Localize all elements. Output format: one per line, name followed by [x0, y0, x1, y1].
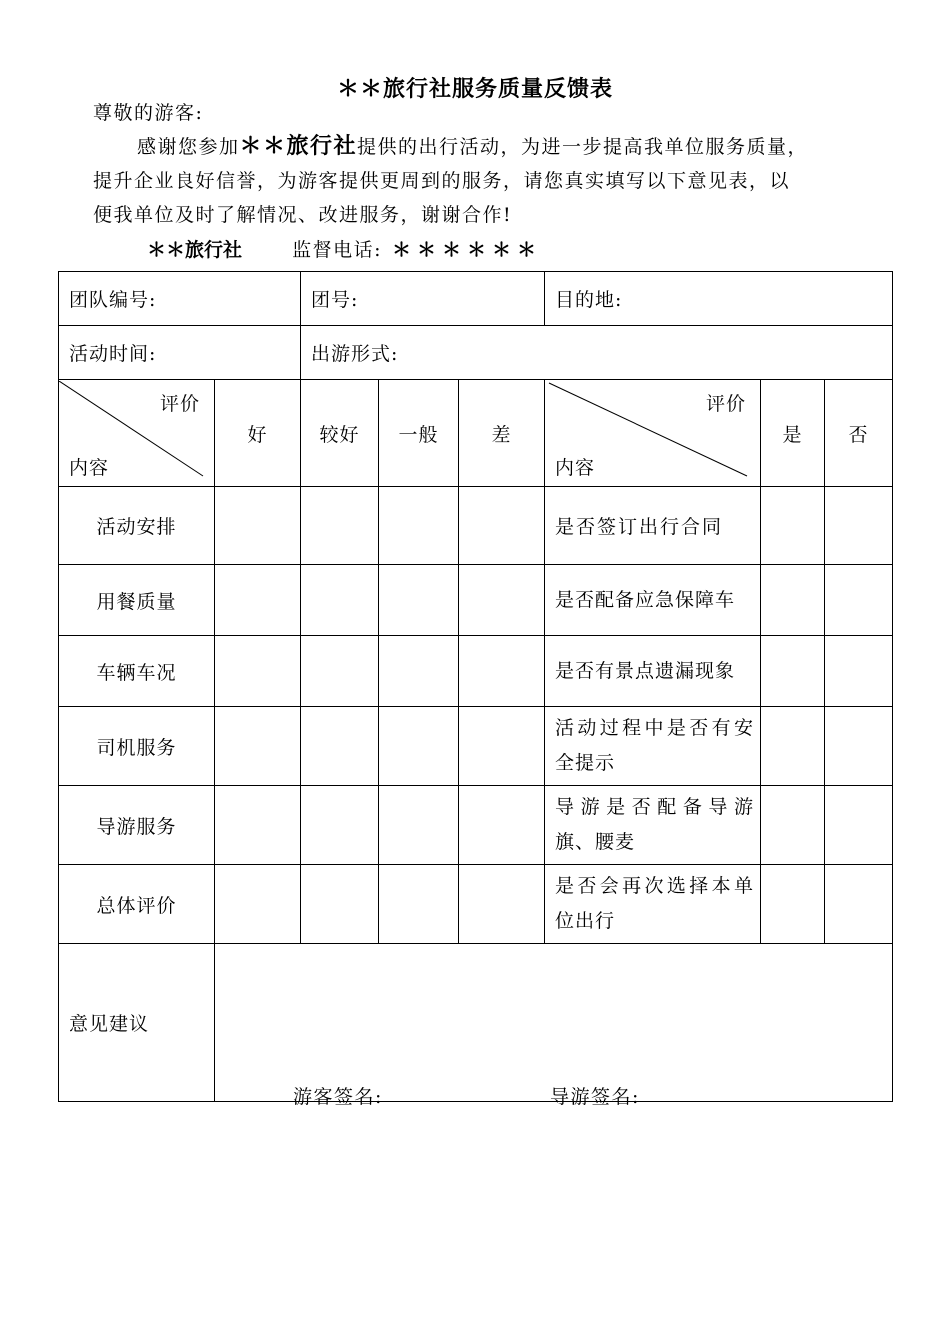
header-rating-good: 好	[215, 380, 301, 487]
rating-cell-good[interactable]	[215, 487, 301, 565]
table-row	[59, 487, 893, 565]
intro-line-1-post: 提供的出行活动，为进一步提高我单位服务质量，	[357, 136, 809, 158]
header-diagonal-cell-left	[59, 380, 215, 487]
feedback-form-table	[58, 271, 893, 1102]
tourist-signature-label: 游客签名:	[293, 1086, 383, 1108]
intro-line-1-pre: 感谢您参加	[137, 136, 240, 158]
rating-cell-good[interactable]	[215, 786, 301, 865]
answer-cell-yes[interactable]	[761, 636, 825, 707]
team-number-field[interactable]	[59, 272, 301, 326]
info-row-1	[59, 272, 893, 326]
row-item-label: 司机服务	[59, 707, 215, 786]
suggestion-label: 意见建议	[59, 944, 215, 1102]
rating-cell-fairly-good[interactable]	[301, 565, 379, 636]
answer-cell-yes[interactable]	[761, 487, 825, 565]
rating-cell-poor[interactable]	[459, 487, 545, 565]
table-row	[59, 565, 893, 636]
travel-mode-label: 出游形式:	[311, 343, 399, 365]
row-item-label: 导游服务	[59, 786, 215, 865]
rating-cell-good[interactable]	[215, 636, 301, 707]
destination-field[interactable]	[545, 272, 893, 326]
answer-cell-yes[interactable]	[761, 786, 825, 865]
group-number-label: 团号:	[311, 289, 359, 311]
rating-cell-fairly-good[interactable]	[301, 487, 379, 565]
rating-cell-poor[interactable]	[459, 865, 545, 944]
rating-cell-good[interactable]	[215, 865, 301, 944]
row-question: 活动过程中是否有安全提示	[545, 707, 761, 786]
rating-cell-average[interactable]	[379, 636, 459, 707]
info-row-2	[59, 326, 893, 380]
intro-line-3: 便我单位及时了解情况、改进服务，谢谢合作!	[93, 204, 513, 226]
suggestion-input-area[interactable]	[215, 944, 893, 1102]
group-number-field[interactable]	[301, 272, 545, 326]
answer-cell-no[interactable]	[825, 707, 893, 786]
row-question: 导游是否配备导游旗、腰麦	[545, 786, 761, 865]
table-row	[59, 786, 893, 865]
table-row	[59, 707, 893, 786]
answer-cell-yes[interactable]	[761, 565, 825, 636]
row-question: 是否会再次选择本单位出行	[545, 865, 761, 944]
rating-cell-fairly-good[interactable]	[301, 865, 379, 944]
phone-value: ＊＊＊＊＊＊	[392, 239, 543, 261]
header-no: 否	[825, 380, 893, 487]
rating-cell-fairly-good[interactable]	[301, 636, 379, 707]
row-question: 是否签订出行合同	[545, 487, 761, 565]
answer-cell-yes[interactable]	[761, 707, 825, 786]
header-content-label: 内容	[69, 456, 110, 479]
agency-contact-line	[147, 233, 542, 267]
rating-cell-good[interactable]	[215, 707, 301, 786]
rating-cell-fairly-good[interactable]	[301, 707, 379, 786]
row-item-label: 车辆车况	[59, 636, 215, 707]
activity-time-label: 活动时间:	[69, 343, 157, 365]
table-row	[59, 865, 893, 944]
rating-cell-poor[interactable]	[459, 707, 545, 786]
answer-cell-no[interactable]	[825, 865, 893, 944]
intro-agency-name: ＊＊旅行社	[239, 134, 358, 159]
row-item-label: 活动安排	[59, 487, 215, 565]
activity-time-field[interactable]	[59, 326, 301, 380]
rating-cell-average[interactable]	[379, 707, 459, 786]
row-question: 是否配备应急保障车	[545, 565, 761, 636]
intro-line-1	[93, 130, 883, 164]
header-eval-label: 评价	[705, 392, 746, 415]
rating-cell-average[interactable]	[379, 565, 459, 636]
table-row	[59, 636, 893, 707]
rating-cell-fairly-good[interactable]	[301, 786, 379, 865]
guide-signature-label: 导游签名:	[550, 1086, 640, 1108]
rating-cell-poor[interactable]	[459, 786, 545, 865]
answer-cell-no[interactable]	[825, 636, 893, 707]
page-title: ＊＊旅行社服务质量反馈表	[336, 77, 613, 102]
intro-paragraph	[93, 130, 883, 232]
answer-cell-no[interactable]	[825, 565, 893, 636]
header-row	[59, 380, 893, 487]
destination-label: 目的地:	[555, 289, 623, 311]
rating-cell-average[interactable]	[379, 865, 459, 944]
header-rating-fairly-good: 较好	[301, 380, 379, 487]
header-yes: 是	[761, 380, 825, 487]
agency-name: ＊＊旅行社	[147, 239, 243, 261]
rating-cell-average[interactable]	[379, 786, 459, 865]
rating-cell-good[interactable]	[215, 565, 301, 636]
header-eval-label: 评价	[159, 392, 200, 415]
row-item-label: 总体评价	[59, 865, 215, 944]
suggestion-row	[59, 944, 893, 1102]
header-rating-poor: 差	[459, 380, 545, 487]
rating-cell-poor[interactable]	[459, 636, 545, 707]
answer-cell-no[interactable]	[825, 487, 893, 565]
answer-cell-yes[interactable]	[761, 865, 825, 944]
row-question: 是否有景点遗漏现象	[545, 636, 761, 707]
header-rating-average: 一般	[379, 380, 459, 487]
header-content-label: 内容	[555, 456, 596, 479]
rating-cell-poor[interactable]	[459, 565, 545, 636]
greeting: 尊敬的游客:	[93, 102, 204, 124]
header-diagonal-cell-right	[545, 380, 761, 487]
answer-cell-no[interactable]	[825, 786, 893, 865]
team-number-label: 团队编号:	[69, 289, 157, 311]
phone-label: 监督电话:	[292, 239, 382, 261]
intro-line-2: 提升企业良好信誉，为游客提供更周到的服务，请您真实填写以下意见表，以	[93, 170, 791, 192]
rating-cell-average[interactable]	[379, 487, 459, 565]
row-item-label: 用餐质量	[59, 565, 215, 636]
travel-mode-field[interactable]	[301, 326, 893, 380]
